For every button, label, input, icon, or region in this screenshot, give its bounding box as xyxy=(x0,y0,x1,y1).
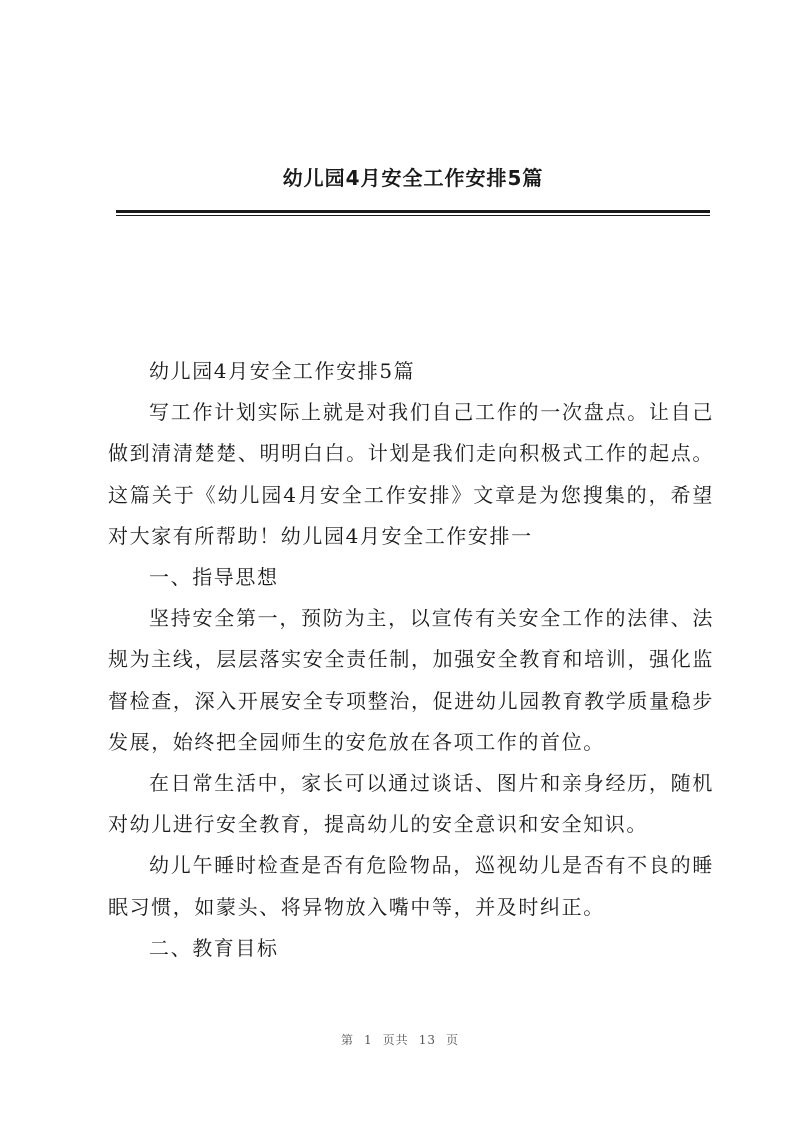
body-paragraph: 坚持安全第一，预防为主，以宣传有关安全工作的法律、法规为主线，层层落实安全责任制，加强安全教育和培训，强化监督检查，深入开展安全专项整治，促进幼儿园教育教学质量稳步发展，始终把全园师生的安危放在各项工作的首位。 xyxy=(108,606,714,754)
page-label-prefix: 第 xyxy=(341,1033,355,1047)
doc-title-paragraph: 幼儿园4月安全工作安排5篇 xyxy=(149,359,416,383)
body-paragraph: 幼儿午睡时检查是否有危险物品，巡视幼儿是否有不良的睡眠习惯，如蒙头、将异物放入嘴中等，并及时纠正。 xyxy=(108,853,714,919)
document-header-title: 幼儿园4月安全工作安排5篇 xyxy=(282,166,544,190)
document-body xyxy=(108,351,714,969)
header-divider xyxy=(116,210,710,213)
section-heading-education-goals: 二、教育目标 xyxy=(149,935,279,960)
section-heading-guiding-principle: 一、指导思想 xyxy=(149,565,279,590)
body-paragraph: 在日常生活中，家长可以通过谈话、图片和亲身经历，随机对幼儿进行安全教育，提高幼儿的安全意识和安全知识。 xyxy=(108,771,714,837)
page-label-middle: 页共 xyxy=(382,1033,409,1047)
page-footer xyxy=(0,1031,800,1048)
page-total: 13 xyxy=(418,1033,436,1047)
page-label-suffix: 页 xyxy=(445,1033,459,1047)
intro-paragraph: 写工作计划实际上就是对我们自己工作的一次盘点。让自己做到清清楚楚、明明白白。计划是我们走向积极式工作的起点。这篇关于《幼儿园4月安全工作安排》文章是为您搜集的，希望对大家有所帮助！幼儿园4月安全工作安排一 xyxy=(108,400,714,548)
page-number: 1 xyxy=(364,1033,373,1047)
